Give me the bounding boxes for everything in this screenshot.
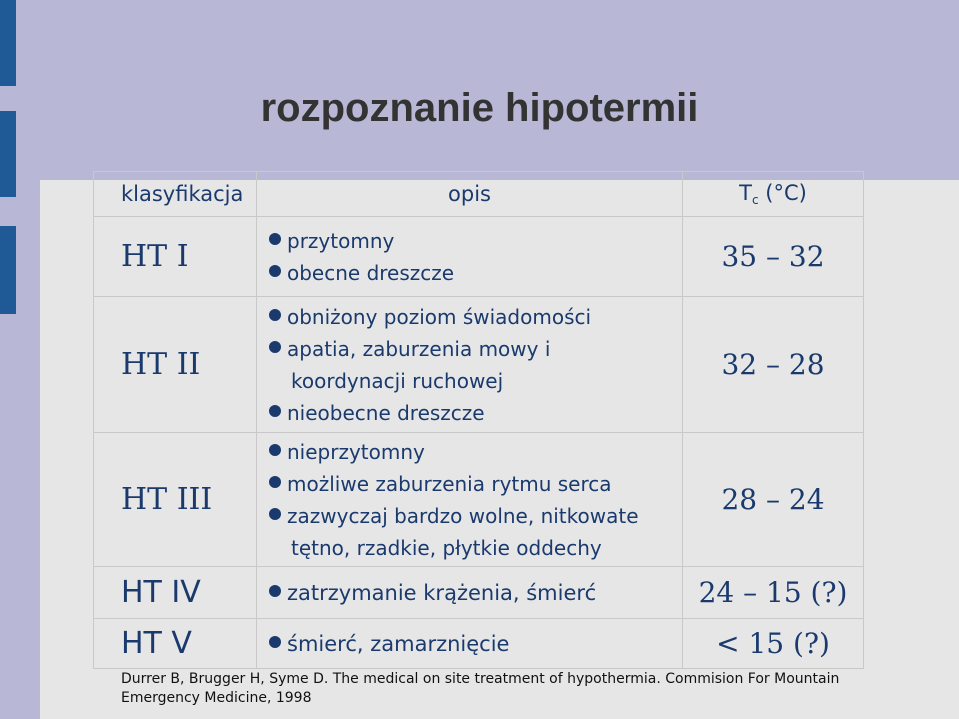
- list-item: obecne dreszcze: [257, 257, 682, 289]
- list-item: apatia, zaburzenia mowy i: [257, 333, 682, 365]
- table-row: [94, 433, 864, 567]
- description-cell: [257, 619, 683, 669]
- class-cell: HT I: [94, 217, 257, 297]
- bullet-icon: [269, 265, 281, 277]
- description-cell: [257, 297, 683, 433]
- citation-text: Durrer B, Brugger H, Syme D. The medical on site treatment of hypothermia. Commision For Mountain Emergency Medicine, 1998: [121, 671, 840, 706]
- bullet-icon: [269, 476, 281, 488]
- list-item: przytomny: [257, 225, 682, 257]
- description-cell: [257, 217, 683, 297]
- bullet-icon: [269, 233, 281, 245]
- range-cell: 28 – 24: [683, 433, 864, 567]
- bullet-icon: [269, 585, 281, 597]
- bullet-icon: [269, 444, 281, 456]
- description-cell: [257, 567, 683, 619]
- accent-bar-1: [0, 0, 16, 86]
- list-item: nieobecne dreszcze: [257, 397, 682, 429]
- list-item-continuation: tętno, rzadkie, płytkie oddechy: [291, 535, 602, 560]
- list-item: obniżony poziom świadomości: [257, 301, 682, 333]
- class-cell: HT III: [94, 433, 257, 567]
- header-temperature: $T_c$ (°C): [683, 172, 864, 217]
- bullet-icon: [269, 636, 281, 648]
- header-classification: klasyfikacja: [94, 172, 257, 217]
- class-cell: HT IV: [94, 567, 257, 619]
- list-item: nieprzytomny: [257, 436, 682, 468]
- table-header-row: [94, 172, 864, 217]
- header-description: opis: [257, 172, 683, 217]
- bullet-icon: [269, 508, 281, 520]
- bullet-icon: [269, 309, 281, 321]
- range-cell: 24 – 15 (?): [683, 567, 864, 619]
- range-cell: 32 – 28: [683, 297, 864, 433]
- accent-bar-3: [0, 226, 16, 314]
- range-cell: < 15 (?): [683, 619, 864, 669]
- table-row: [94, 297, 864, 433]
- class-cell: HT II: [94, 297, 257, 433]
- bullet-icon: [269, 341, 281, 353]
- hypothermia-table: [93, 171, 864, 669]
- class-cell: HT V: [94, 619, 257, 669]
- list-item: możliwe zaburzenia rytmu serca: [257, 468, 682, 500]
- list-item: zatrzymanie krążenia, śmierć: [257, 577, 682, 609]
- range-cell: 35 – 32: [683, 217, 864, 297]
- table-row: [94, 567, 864, 619]
- table-row: [94, 619, 864, 669]
- bullet-icon: [269, 405, 281, 417]
- table-row: [94, 217, 864, 297]
- slide-title: rozpoznanie hipotermii: [260, 86, 699, 130]
- list-item: śmierć, zamarznięcie: [257, 628, 682, 660]
- list-item: zazwyczaj bardzo wolne, nitkowate: [257, 500, 682, 532]
- list-item-continuation: koordynacji ruchowej: [291, 368, 504, 393]
- description-cell: [257, 433, 683, 567]
